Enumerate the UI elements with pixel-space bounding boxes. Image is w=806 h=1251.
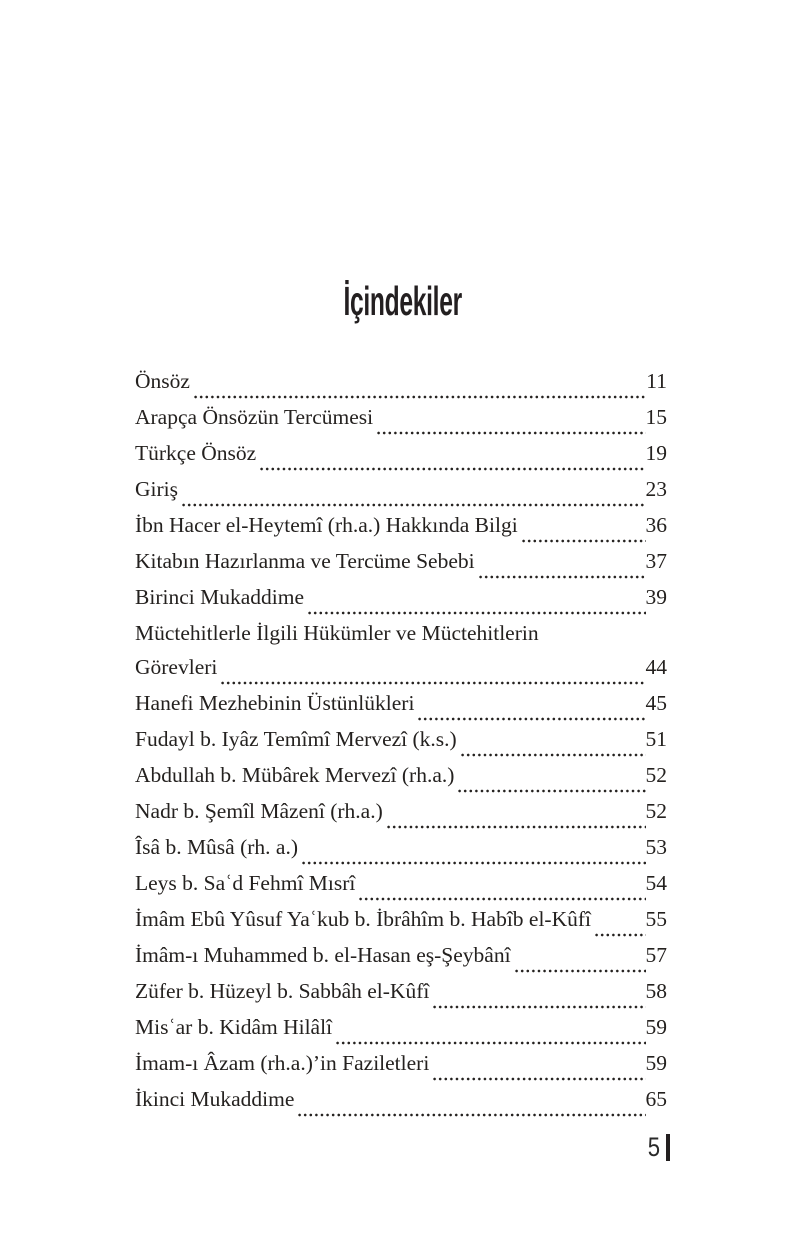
toc-dotted-leader xyxy=(515,968,646,974)
toc-entry-label: Görevleri xyxy=(135,655,218,679)
toc-dotted-leader xyxy=(377,430,645,436)
toc-entry-page-number: 23 xyxy=(645,477,667,501)
toc-entry-label: Türkçe Önsöz xyxy=(135,441,257,465)
toc-entry-page-number: 55 xyxy=(645,907,667,931)
toc-entry-label: Nadr b. Şemîl Mâzenî (rh.a.) xyxy=(135,799,383,823)
toc-entry-label: İmâm-ı Muhammed b. el-Hasan eş-Şeybânî xyxy=(135,943,511,967)
toc-entry xyxy=(135,1087,667,1123)
toc-entry-page-number: 36 xyxy=(645,513,667,537)
page-title-text: İçindekiler xyxy=(343,278,463,324)
toc-entry-page-number: 37 xyxy=(645,549,667,573)
toc-dotted-leader xyxy=(461,752,646,758)
toc-entry xyxy=(135,871,667,907)
toc-entry-label: Hanefi Mezhebinin Üstünlükleri xyxy=(135,691,415,715)
toc-dotted-leader xyxy=(308,610,646,616)
folio xyxy=(645,1133,670,1161)
toc-entry-label: Müctehitlerle İlgili Hükümler ve Müctehitlerin xyxy=(135,621,539,645)
toc-dotted-leader xyxy=(221,680,645,686)
toc-entry-page-number: 15 xyxy=(645,405,667,429)
toc-entry xyxy=(135,979,667,1015)
toc-entry-label: Giriş xyxy=(135,477,178,501)
toc-dotted-leader xyxy=(302,860,646,866)
toc-entry-label: Kitabın Hazırlanma ve Tercüme Sebebi xyxy=(135,549,475,573)
toc-entry-page-number: 57 xyxy=(645,943,667,967)
toc-dotted-leader xyxy=(433,1076,645,1082)
toc-entry-page-number: 11 xyxy=(646,369,667,393)
toc-dotted-leader xyxy=(479,574,646,580)
toc-entry xyxy=(135,405,667,441)
toc-entry-page-number: 59 xyxy=(645,1015,667,1039)
toc-entry-page-number: 54 xyxy=(645,871,667,895)
toc-entry-page-number: 58 xyxy=(645,979,667,1003)
page-title xyxy=(0,278,806,324)
toc-entry-label: Fudayl b. Iyâz Temîmî Mervezî (k.s.) xyxy=(135,727,457,751)
toc-entry-page-number: 52 xyxy=(645,799,667,823)
toc-entry-page-number: 59 xyxy=(645,1051,667,1075)
toc-dotted-leader xyxy=(336,1040,645,1046)
toc-dotted-leader xyxy=(595,932,645,938)
toc-dotted-leader xyxy=(387,824,646,830)
toc-dotted-leader xyxy=(433,1004,645,1010)
toc-entry-page-number: 53 xyxy=(645,835,667,859)
toc-entry-page-number: 19 xyxy=(645,441,667,465)
toc-entry xyxy=(135,763,667,799)
toc-entry xyxy=(135,585,667,621)
toc-entry-label: Züfer b. Hüzeyl b. Sabbâh el-Kûfî xyxy=(135,979,430,1003)
toc-entry xyxy=(135,691,667,727)
folio-bar xyxy=(666,1134,670,1161)
toc-entry xyxy=(135,727,667,763)
toc-entry-page-number: 52 xyxy=(645,763,667,787)
folio-page-number: 5 xyxy=(647,1132,660,1162)
toc-dotted-leader xyxy=(359,896,645,902)
toc-entry-page-number: 65 xyxy=(645,1087,667,1111)
toc-entry xyxy=(135,655,667,691)
toc-entry-label: Îsâ b. Mûsâ (rh. a.) xyxy=(135,835,298,859)
toc-dotted-leader xyxy=(260,466,645,472)
toc-entry xyxy=(135,943,667,979)
toc-entry xyxy=(135,441,667,477)
toc-entry-label: İbn Hacer el-Heytemî (rh.a.) Hakkında Bilgi xyxy=(135,513,518,537)
toc-entry xyxy=(135,369,667,405)
toc-dotted-leader xyxy=(182,502,646,508)
toc-entry xyxy=(135,907,667,943)
toc-entry xyxy=(135,477,667,513)
toc-entry-label: Leys b. Saʿd Fehmî Mısrî xyxy=(135,871,356,895)
toc-entry-page-number: 39 xyxy=(645,585,667,609)
toc-dotted-leader xyxy=(194,394,646,400)
toc-dotted-leader xyxy=(458,788,645,794)
toc-entry xyxy=(135,513,667,549)
toc-entry xyxy=(135,1051,667,1087)
toc-list xyxy=(135,369,667,1123)
toc-dotted-leader xyxy=(298,1112,645,1118)
toc-dotted-leader xyxy=(418,716,645,722)
toc-entry xyxy=(135,799,667,835)
toc-entry xyxy=(135,835,667,871)
toc-entry-page-number: 45 xyxy=(645,691,667,715)
toc-entry-label: Birinci Mukaddime xyxy=(135,585,304,609)
toc-entry-label: Arapça Önsözün Tercümesi xyxy=(135,405,374,429)
toc-entry-label: Önsöz xyxy=(135,369,190,393)
toc-entry xyxy=(135,621,667,655)
toc-entry-label: İmâm Ebû Yûsuf Yaʿkub b. İbrâhîm b. Habîb el-Kûfî xyxy=(135,907,592,931)
toc-entry-label: Misʿar b. Kidâm Hilâlî xyxy=(135,1015,333,1039)
toc-entry-label: Abdullah b. Mübârek Mervezî (rh.a.) xyxy=(135,763,455,787)
toc-entry xyxy=(135,1015,667,1051)
toc-entry-page-number: 44 xyxy=(645,655,667,679)
toc-entry xyxy=(135,549,667,585)
toc-entry-label: İkinci Mukaddime xyxy=(135,1087,295,1111)
toc-entry-label: İmam-ı Âzam (rh.a.)’in Faziletleri xyxy=(135,1051,430,1075)
toc-dotted-leader xyxy=(522,538,646,544)
toc-entry-page-number: 51 xyxy=(645,727,667,751)
